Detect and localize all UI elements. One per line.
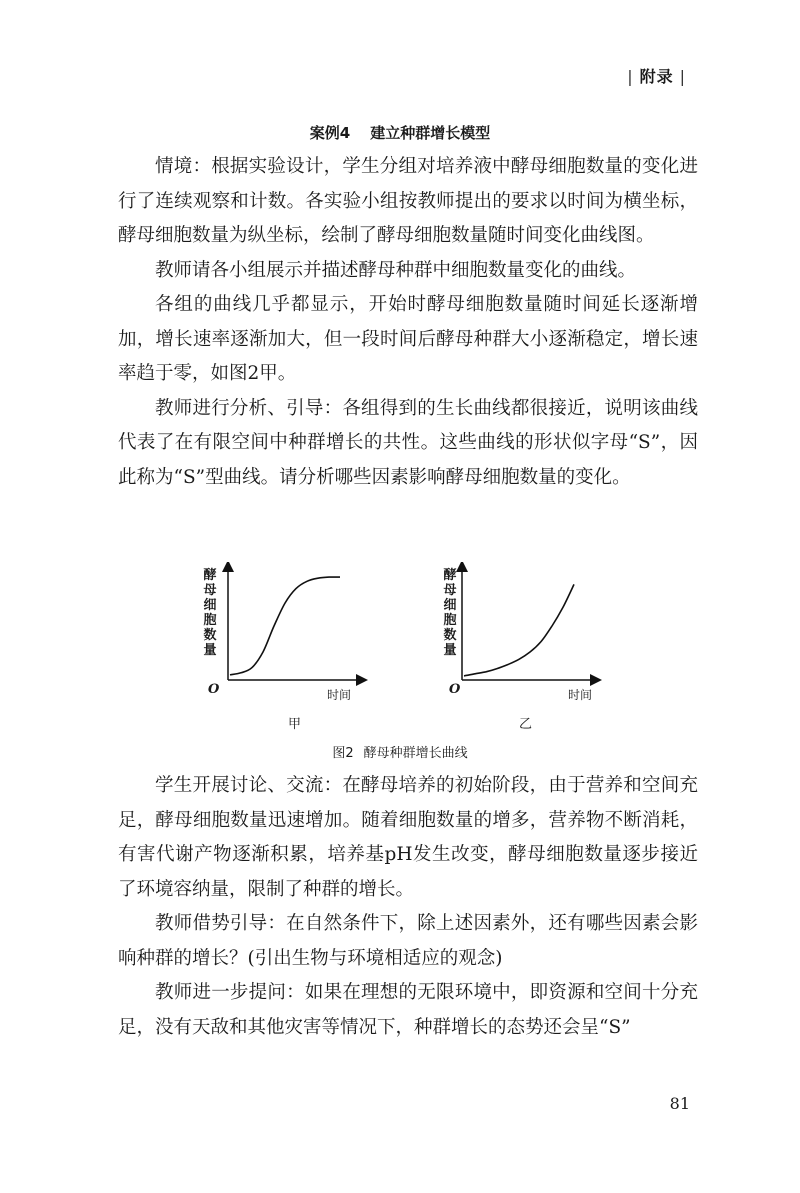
y-label-char: 细 [443, 598, 457, 613]
panel-a-origin: O [208, 682, 220, 697]
paragraph: 教师进一步提问：如果在理想的无限环境中，即资源和空间十分充足，没有天敌和其他灾害等情况下，种群增长的态势还会呈“S” [118, 982, 698, 1038]
panel-a-x-label: 时间 [327, 688, 352, 702]
paragraph: 学生开展讨论、交流：在酵母培养的初始阶段，由于营养和空间充足，酵母细胞数量迅速增加。随着细胞数量的增多，营养物不断消耗，有害代谢产物逐渐积累，培养基pH发生改变，酵母细胞数量逐步接近了环境容纳量，限制了种群的增长。 [118, 775, 698, 900]
paragraph: 教师借势引导：在自然条件下，除上述因素外，还有哪些因素会影响种群的增长？(引出生物与环境相适应的观念) [118, 913, 698, 969]
paragraph: 各组的曲线几乎都显示，开始时酵母细胞数量随时间延长逐渐增加，增长速率逐渐加大，但一段时间后酵母种群大小逐渐稳定，增长速率趋于零，如图2甲。 [118, 294, 698, 384]
caption-text: 酵母种群增长曲线 [363, 746, 468, 761]
page-number: 81 [669, 1094, 690, 1113]
figure-2 [0, 562, 800, 762]
section-title [0, 122, 800, 143]
panel-b-y-label [441, 568, 459, 658]
panel-a-label: 甲 [288, 717, 302, 732]
paragraph: 教师进行分析、引导：各组得到的生长曲线都很接近，说明该曲线代表了在有限空间中种群增长的共性。这些曲线的形状似字母“S”，因此称为“S”型曲线。请分析哪些因素影响酵母细胞数量的变化。 [118, 397, 698, 488]
y-label-char: 胞 [443, 613, 457, 628]
case-title: 建立种群增长模型 [370, 124, 491, 142]
growth-curves-svg [0, 562, 800, 742]
y-label-char: 母 [203, 583, 217, 598]
header-divider: | [679, 67, 686, 86]
figure-caption [0, 742, 800, 761]
body-text-top [118, 150, 698, 495]
case-number: 案例4 [309, 124, 351, 142]
body-text-bottom [118, 769, 698, 1045]
running-header [621, 64, 692, 87]
header-section: 附录 [639, 67, 674, 86]
panel-b-x-label: 时间 [568, 688, 593, 702]
y-label-char: 细 [203, 598, 217, 613]
panel-b-label: 乙 [519, 717, 533, 732]
y-label-char: 胞 [203, 613, 217, 628]
y-label-char: 酵 [203, 568, 217, 583]
y-label-char: 酵 [443, 568, 457, 583]
panel-a-s-curve [230, 577, 340, 675]
caption-number: 图2 [332, 746, 354, 761]
panel-a-y-label [201, 568, 219, 658]
panel-b-origin: O [449, 682, 461, 697]
y-label-char: 数 [443, 628, 457, 643]
y-label-char: 量 [203, 643, 217, 658]
header-divider: | [627, 67, 634, 86]
y-label-char: 量 [443, 643, 457, 658]
y-label-char: 母 [443, 583, 457, 598]
paragraph: 教师请各小组展示并描述酵母种群中细胞数量变化的曲线。 [155, 259, 637, 281]
paragraph: 情境：根据实验设计，学生分组对培养液中酵母细胞数量的变化进行了连续观察和计数。各实验小组按教师提出的要求以时间为横坐标，酵母细胞数量为纵坐标，绘制了酵母细胞数量随时间变化曲线图。 [118, 156, 698, 246]
panel-b-j-curve [464, 584, 574, 676]
y-label-char: 数 [203, 628, 217, 643]
